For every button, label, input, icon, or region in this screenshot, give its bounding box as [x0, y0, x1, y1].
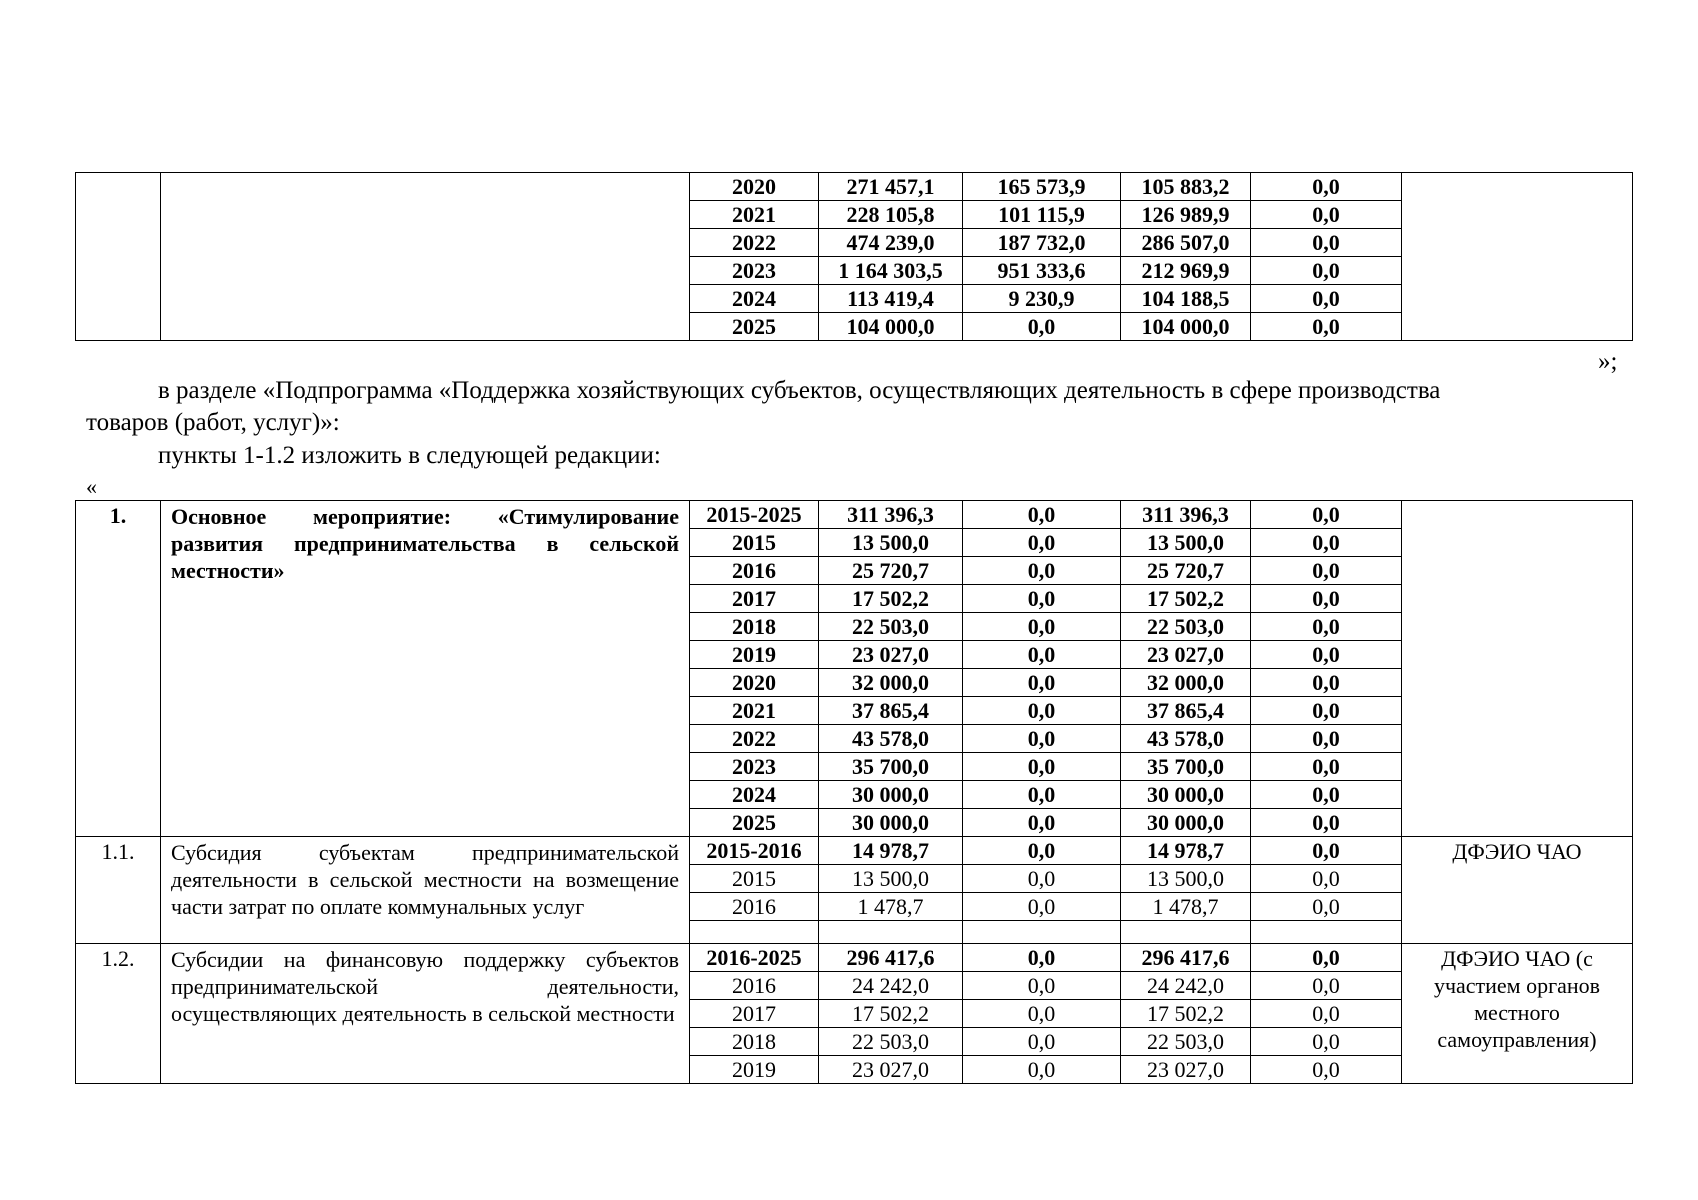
empty-cell: [1251, 921, 1402, 944]
c4-cell: 0,0: [1251, 725, 1402, 753]
c2-cell: 165 573,9: [963, 173, 1121, 201]
year-cell: 2022: [690, 229, 819, 257]
c4-cell: 0,0: [1251, 613, 1402, 641]
c3-cell: 30 000,0: [1121, 781, 1251, 809]
item-number: 1.: [76, 501, 161, 837]
total-cell: 35 700,0: [819, 753, 963, 781]
empty-cell: [819, 921, 963, 944]
c3-cell: 13 500,0: [1121, 529, 1251, 557]
table-row: [76, 837, 1633, 865]
table-row: [76, 944, 1633, 972]
total-cell: 13 500,0: [819, 529, 963, 557]
c4-cell: 0,0: [1251, 229, 1402, 257]
c4-cell: 0,0: [1251, 585, 1402, 613]
total-cell: 24 242,0: [819, 972, 963, 1000]
c2-cell: 0,0: [963, 865, 1121, 893]
c4-cell: 0,0: [1251, 557, 1402, 585]
total-cell: 22 503,0: [819, 613, 963, 641]
c4-cell: 0,0: [1251, 809, 1402, 837]
main-funding-table: [75, 500, 1633, 1084]
responsible-cell: [1402, 173, 1633, 341]
c3-cell: 104 188,5: [1121, 285, 1251, 313]
total-cell: 23 027,0: [819, 1056, 963, 1084]
c2-cell: 0,0: [963, 837, 1121, 865]
c3-cell: 17 502,2: [1121, 1000, 1251, 1028]
year-cell: 2015: [690, 865, 819, 893]
item-number: 1.1.: [76, 837, 161, 944]
year-cell: 2021: [690, 201, 819, 229]
c3-cell: 30 000,0: [1121, 809, 1251, 837]
year-cell: 2016: [690, 893, 819, 921]
c4-cell: 0,0: [1251, 1056, 1402, 1084]
total-cell: 228 105,8: [819, 201, 963, 229]
empty-cell: [963, 921, 1121, 944]
c3-cell: 22 503,0: [1121, 613, 1251, 641]
total-cell: 32 000,0: [819, 669, 963, 697]
c4-cell: 0,0: [1251, 944, 1402, 972]
c2-cell: 0,0: [963, 972, 1121, 1000]
section-paragraph-line1: в разделе «Подпрограмма «Поддержка хозяйствующих субъектов, осуществляющих деятельность в сфере производства: [158, 377, 1441, 404]
year-cell: 2018: [690, 613, 819, 641]
c3-cell: 14 978,7: [1121, 837, 1251, 865]
year-cell: 2017: [690, 1000, 819, 1028]
c3-cell: 1 478,7: [1121, 893, 1251, 921]
c3-cell: 311 396,3: [1121, 501, 1251, 529]
year-cell: 2024: [690, 781, 819, 809]
year-cell: 2020: [690, 173, 819, 201]
description-cell: [161, 173, 690, 341]
c3-cell: 23 027,0: [1121, 641, 1251, 669]
c2-cell: 951 333,6: [963, 257, 1121, 285]
c4-cell: 0,0: [1251, 641, 1402, 669]
c4-cell: 0,0: [1251, 501, 1402, 529]
c2-cell: 0,0: [963, 641, 1121, 669]
c3-cell: 35 700,0: [1121, 753, 1251, 781]
c4-cell: 0,0: [1251, 1000, 1402, 1028]
c3-cell: 22 503,0: [1121, 1028, 1251, 1056]
c4-cell: 0,0: [1251, 753, 1402, 781]
c2-cell: 0,0: [963, 725, 1121, 753]
total-cell: 1 164 303,5: [819, 257, 963, 285]
c4-cell: 0,0: [1251, 257, 1402, 285]
table-row: [76, 501, 1633, 529]
total-cell: 25 720,7: [819, 557, 963, 585]
year-cell: 2022: [690, 725, 819, 753]
total-cell: 311 396,3: [819, 501, 963, 529]
c3-cell: 286 507,0: [1121, 229, 1251, 257]
c4-cell: 0,0: [1251, 865, 1402, 893]
c2-cell: 0,0: [963, 809, 1121, 837]
c2-cell: 0,0: [963, 781, 1121, 809]
c4-cell: 0,0: [1251, 529, 1402, 557]
closing-quote: »;: [1598, 348, 1618, 375]
item-number: 1.2.: [76, 944, 161, 1084]
c3-cell: 43 578,0: [1121, 725, 1251, 753]
c2-cell: 0,0: [963, 313, 1121, 341]
c4-cell: 0,0: [1251, 201, 1402, 229]
c3-cell: 25 720,7: [1121, 557, 1251, 585]
c2-cell: 9 230,9: [963, 285, 1121, 313]
c4-cell: 0,0: [1251, 313, 1402, 341]
year-cell: 2024: [690, 285, 819, 313]
year-cell: 2023: [690, 753, 819, 781]
c2-cell: 0,0: [963, 529, 1121, 557]
c2-cell: 101 115,9: [963, 201, 1121, 229]
c2-cell: 0,0: [963, 944, 1121, 972]
year-cell: 2017: [690, 585, 819, 613]
total-cell: 17 502,2: [819, 585, 963, 613]
c2-cell: 0,0: [963, 557, 1121, 585]
total-cell: 37 865,4: [819, 697, 963, 725]
c3-cell: 32 000,0: [1121, 669, 1251, 697]
instruction-paragraph: пункты 1-1.2 изложить в следующей редакции:: [158, 442, 661, 469]
responsible-executor: [1402, 501, 1633, 837]
c2-cell: 0,0: [963, 1000, 1121, 1028]
c3-cell: 104 000,0: [1121, 313, 1251, 341]
table-row: [76, 173, 1633, 201]
year-cell: 2019: [690, 641, 819, 669]
total-cell: 14 978,7: [819, 837, 963, 865]
total-cell: 113 419,4: [819, 285, 963, 313]
c3-cell: 37 865,4: [1121, 697, 1251, 725]
c4-cell: 0,0: [1251, 893, 1402, 921]
c2-cell: 0,0: [963, 697, 1121, 725]
opening-quote: «: [86, 474, 97, 499]
c3-cell: 105 883,2: [1121, 173, 1251, 201]
section-paragraph-line2: товаров (работ, услуг)»:: [86, 409, 340, 436]
empty-cell: [690, 921, 819, 944]
total-cell: 13 500,0: [819, 865, 963, 893]
c2-cell: 0,0: [963, 1056, 1121, 1084]
c4-cell: 0,0: [1251, 697, 1402, 725]
c3-cell: 296 417,6: [1121, 944, 1251, 972]
c4-cell: 0,0: [1251, 781, 1402, 809]
c3-cell: 13 500,0: [1121, 865, 1251, 893]
total-cell: 271 457,1: [819, 173, 963, 201]
year-cell: 2015-2016: [690, 837, 819, 865]
c2-cell: 187 732,0: [963, 229, 1121, 257]
c3-cell: 126 989,9: [1121, 201, 1251, 229]
year-cell: 2018: [690, 1028, 819, 1056]
total-cell: 1 478,7: [819, 893, 963, 921]
total-cell: 104 000,0: [819, 313, 963, 341]
c4-cell: 0,0: [1251, 173, 1402, 201]
year-cell: 2025: [690, 809, 819, 837]
c2-cell: 0,0: [963, 893, 1121, 921]
responsible-executor: ДФЭИО ЧАО (с участием органов местного самоуправления): [1402, 944, 1633, 1084]
year-cell: 2020: [690, 669, 819, 697]
c4-cell: 0,0: [1251, 972, 1402, 1000]
year-cell: 2023: [690, 257, 819, 285]
year-cell: 2019: [690, 1056, 819, 1084]
year-cell: 2021: [690, 697, 819, 725]
year-cell: 2025: [690, 313, 819, 341]
c4-cell: 0,0: [1251, 1028, 1402, 1056]
c3-cell: 17 502,2: [1121, 585, 1251, 613]
year-cell: 2016-2025: [690, 944, 819, 972]
c4-cell: 0,0: [1251, 285, 1402, 313]
item-description: Субсидия субъектам предпринимательской деятельности в сельской местности на возмещение части затрат по оплате коммунальных услуг: [161, 837, 690, 944]
responsible-executor: ДФЭИО ЧАО: [1402, 837, 1633, 944]
c4-cell: 0,0: [1251, 837, 1402, 865]
number-cell: [76, 173, 161, 341]
total-cell: 17 502,2: [819, 1000, 963, 1028]
c2-cell: 0,0: [963, 613, 1121, 641]
total-cell: 474 239,0: [819, 229, 963, 257]
c2-cell: 0,0: [963, 501, 1121, 529]
c2-cell: 0,0: [963, 669, 1121, 697]
total-cell: 23 027,0: [819, 641, 963, 669]
total-cell: 30 000,0: [819, 809, 963, 837]
c3-cell: 23 027,0: [1121, 1056, 1251, 1084]
c3-cell: 212 969,9: [1121, 257, 1251, 285]
total-cell: 22 503,0: [819, 1028, 963, 1056]
year-cell: 2015: [690, 529, 819, 557]
year-cell: 2016: [690, 557, 819, 585]
c3-cell: 24 242,0: [1121, 972, 1251, 1000]
year-cell: 2016: [690, 972, 819, 1000]
top-funding-table: [75, 172, 1633, 341]
total-cell: 296 417,6: [819, 944, 963, 972]
empty-cell: [1121, 921, 1251, 944]
c2-cell: 0,0: [963, 1028, 1121, 1056]
c4-cell: 0,0: [1251, 669, 1402, 697]
total-cell: 30 000,0: [819, 781, 963, 809]
year-cell: 2015-2025: [690, 501, 819, 529]
item-description: Субсидии на финансовую поддержку субъектов предпринимательской деятельности, осуществляющих деятельность в сельской местности: [161, 944, 690, 1084]
item-description: Основное мероприятие: «Стимулирование развития предпринимательства в сельской местности»: [161, 501, 690, 837]
c2-cell: 0,0: [963, 753, 1121, 781]
c2-cell: 0,0: [963, 585, 1121, 613]
total-cell: 43 578,0: [819, 725, 963, 753]
